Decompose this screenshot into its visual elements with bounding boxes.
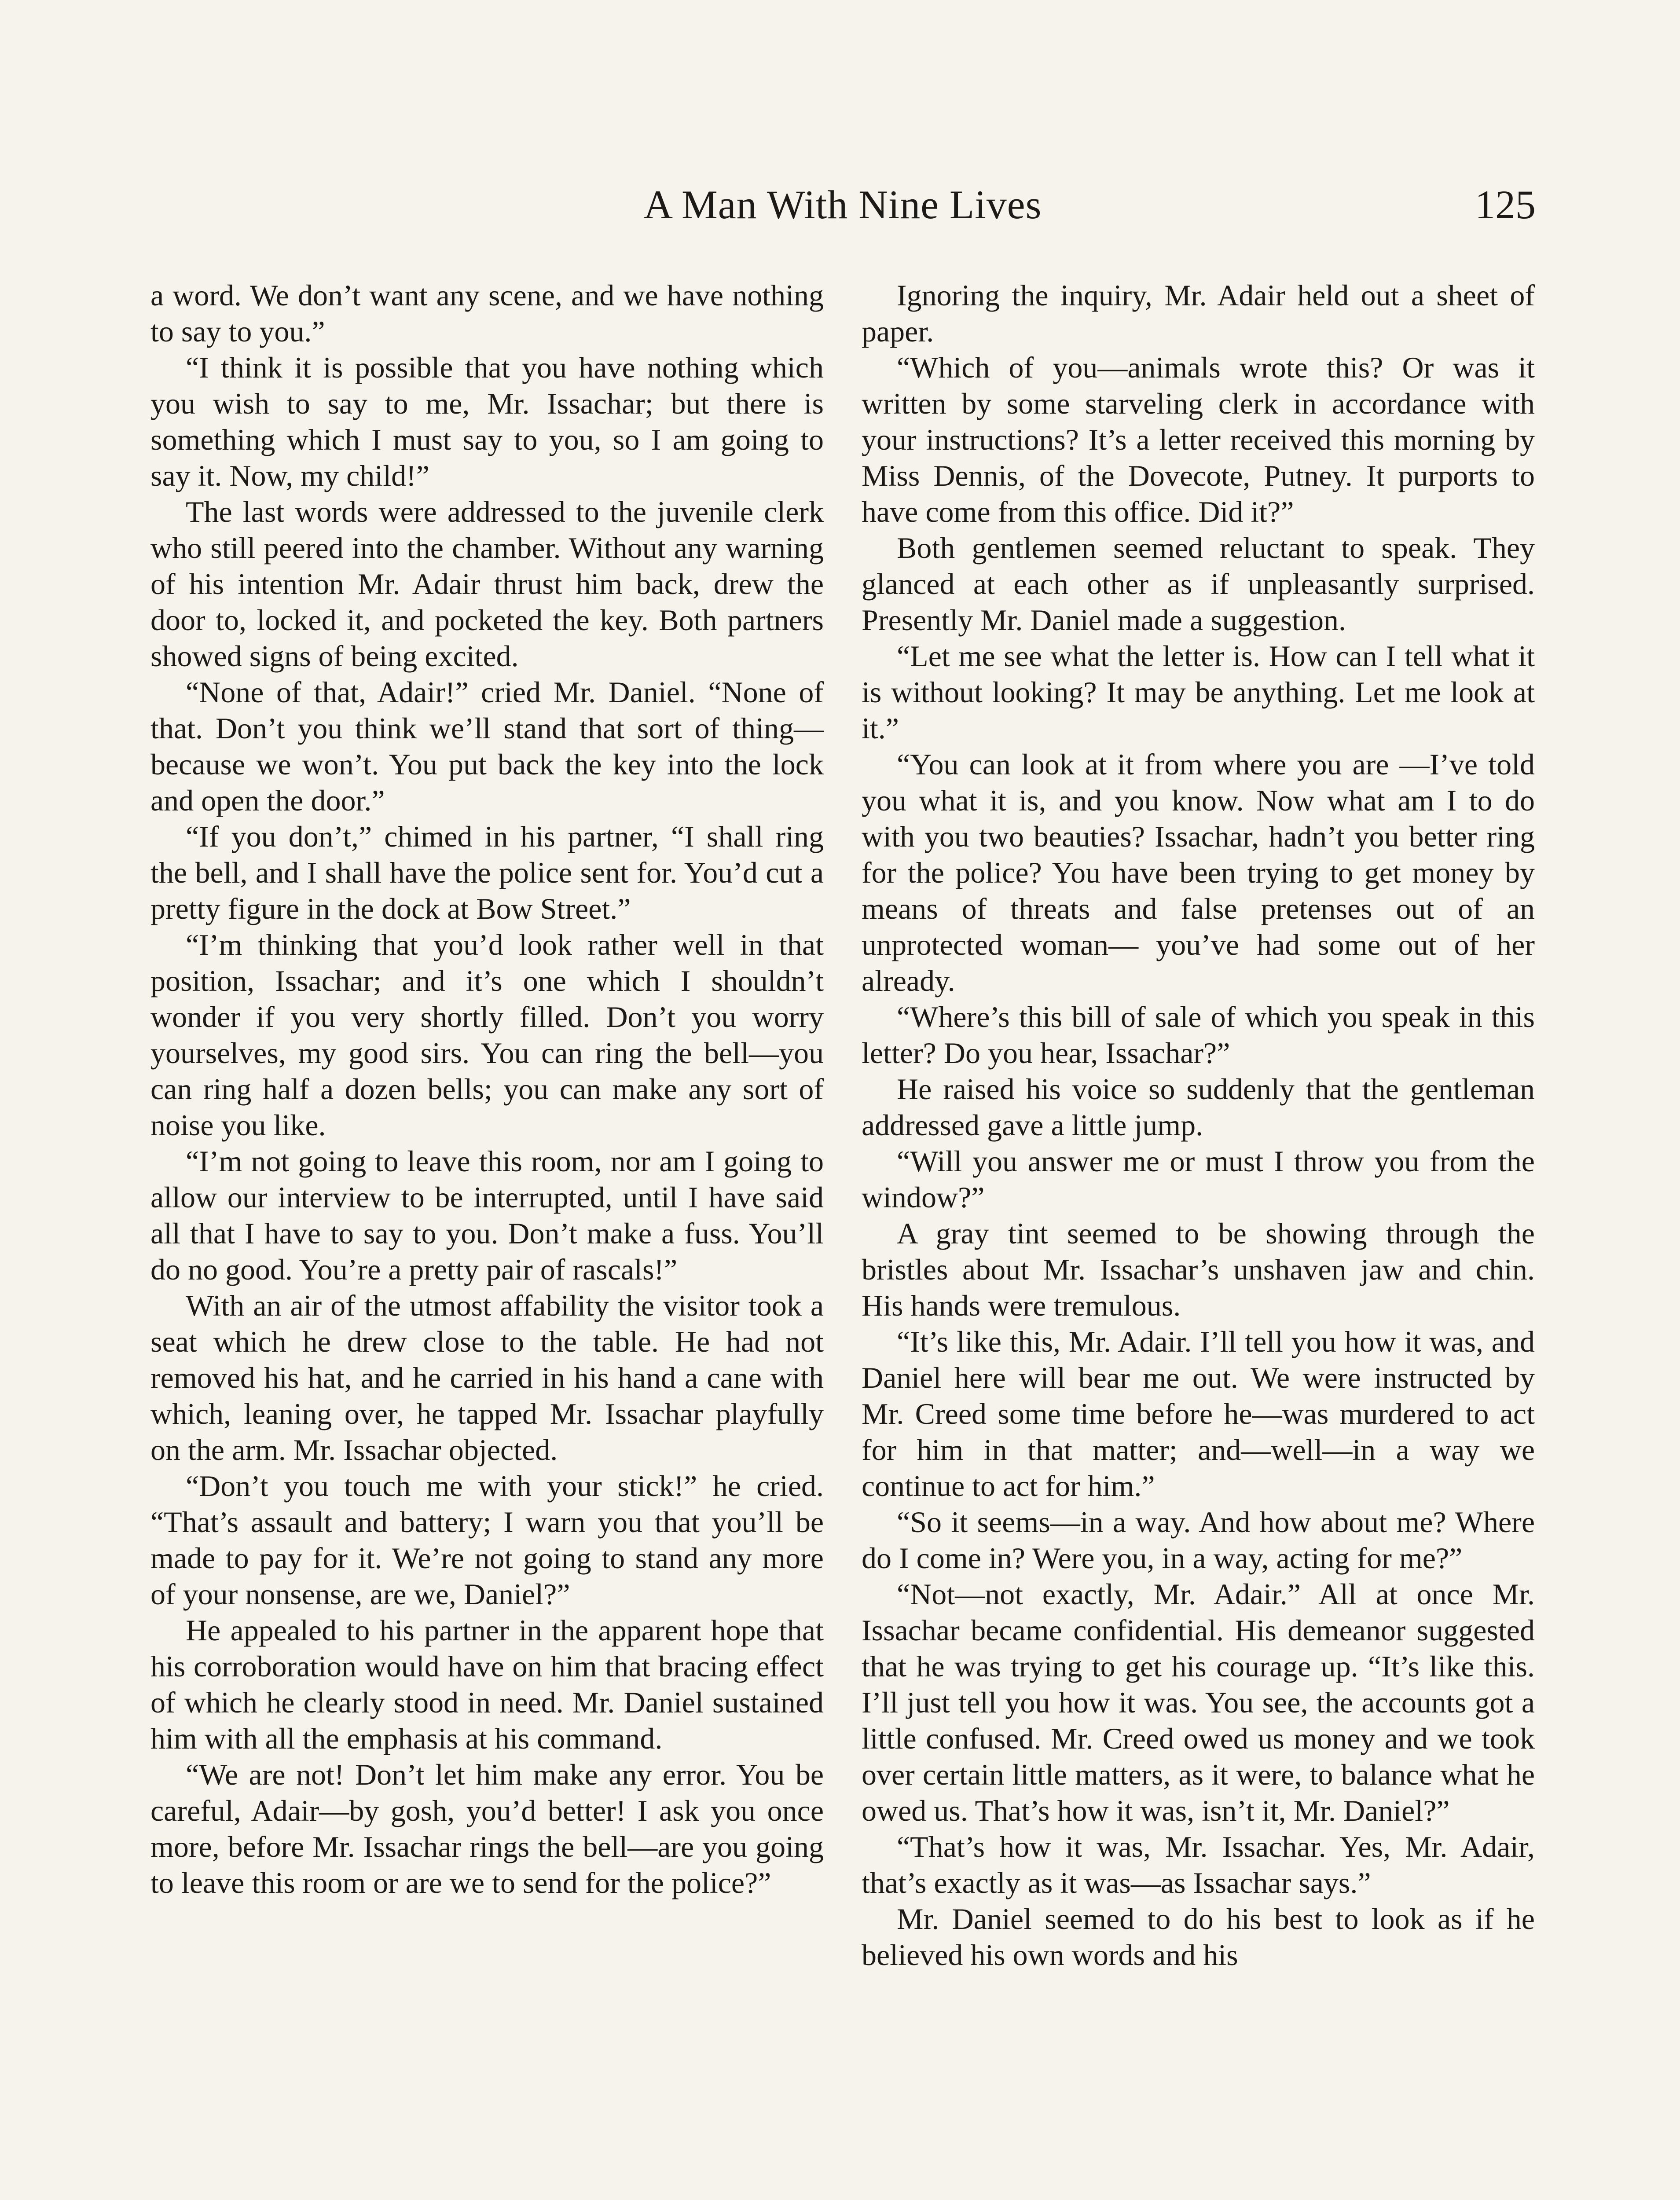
- paragraph: With an air of the utmost affability the visitor took a seat which he drew close to the table. He had not removed his hat, and he carried in his hand a cane with which, leaning over, he tapped Mr. Issachar playfully on the arm. Mr. Issachar objected.: [150, 1289, 824, 1467]
- paragraph: a word. We don’t want any scene, and we have nothing to say to you.”: [150, 279, 824, 348]
- paragraph: “We are not! Don’t let him make any error. You be careful, Adair—by gosh, you’d better! I ask you once more, before Mr. Issachar rings the bell—are you going to leave this room or are we to send for the police?”: [150, 1758, 824, 1899]
- paragraph: “I’m not going to leave this room, nor am I going to allow our interview to be interrupted, until I have said all that I have to say to you. Don’t make a fuss. You’ll do no good. You’re a pretty pair of rascals!”: [150, 1144, 824, 1286]
- paragraph: “Will you answer me or must I throw you from the window?”: [862, 1144, 1535, 1214]
- left-column: [150, 277, 824, 1901]
- paragraph: Ignoring the inquiry, Mr. Adair held out a sheet of paper.: [862, 279, 1535, 348]
- paragraph: Mr. Daniel seemed to do his best to look as if he believed his own words and his: [862, 1902, 1535, 1972]
- paragraph: “Not—not exactly, Mr. Adair.” All at once Mr. Issachar became confidential. His demeanor suggested that he was trying to get his courage up. “It’s like this. I’ll just tell you how it was. You see, the accounts got a little confused. Mr. Creed owed us money and we took over certain little matters, as it were, to balance what he owed us. That’s how it was, isn’t it, Mr. Daniel?”: [862, 1577, 1535, 1827]
- paragraph: “Don’t you touch me with your stick!” he cried. “That’s assault and battery; I warn you that you’ll be made to pay for it. We’re not going to stand any more of your nonsense, are we, Daniel?”: [150, 1469, 824, 1611]
- paragraph: “None of that, Adair!” cried Mr. Daniel. “None of that. Don’t you think we’ll stand that sort of thing—because we won’t. You put back the key into the lock and open the door.”: [150, 675, 824, 817]
- paragraph: “I’m thinking that you’d look rather well in that position, Issachar; and it’s one which I shouldn’t wonder if you very shortly filled. Don’t you worry yourselves, my good sirs. You can ring the bell—you can ring half a dozen bells; you can make any sort of noise you like.: [150, 928, 824, 1142]
- page-number: 125: [1475, 182, 1536, 227]
- running-title: A Man With Nine Lives: [643, 182, 1042, 227]
- paragraph: “I think it is possible that you have nothing which you wish to say to me, Mr. Issachar; but there is something which I must say to you, so I am going to say it. Now, my child!”: [150, 351, 824, 492]
- paragraph: “Let me see what the letter is. How can I tell what it is without looking? It may be anything. Let me look at it.”: [862, 639, 1535, 745]
- paragraph: “So it seems—in a way. And how about me? Where do I come in? Were you, in a way, acting for me?”: [862, 1505, 1535, 1575]
- paragraph: He raised his voice so suddenly that the gentleman addressed gave a little jump.: [862, 1072, 1535, 1142]
- paragraph: “It’s like this, Mr. Adair. I’ll tell you how it was, and Daniel here will bear me out. We were instructed by Mr. Creed some time before he—was murdered to act for him in that matter; and—well—in a way we continue to act for him.”: [862, 1325, 1535, 1503]
- paragraph: A gray tint seemed to be showing through the bristles about Mr. Issachar’s unshaven jaw and chin. His hands were tremulous.: [862, 1217, 1535, 1322]
- paragraph: “Which of you—animals wrote this? Or was it written by some starveling clerk in accordance with your instructions? It’s a letter received this morning by Miss Dennis, of the Dovecote, Putney. It purports to have come from this office. Did it?”: [862, 351, 1535, 528]
- paragraph: “You can look at it from where you are —I’ve told you what it is, and you know. Now what am I to do with you two beauties? Issachar, hadn’t you better ring for the police? You have been trying to get money by means of threats and false pretenses out of an unprotected woman— you’ve had some out of her already.: [862, 748, 1535, 997]
- paragraph: He appealed to his partner in the apparent hope that his corroboration would have on him that bracing effect of which he clearly stood in need. Mr. Daniel sustained him with all the emphasis at his command.: [150, 1613, 824, 1755]
- running-head: [150, 176, 1536, 233]
- paragraph: “If you don’t,” chimed in his partner, “I shall ring the bell, and I shall have the police sent for. You’d cut a pretty figure in the dock at Bow Street.”: [150, 820, 824, 925]
- right-column: [862, 277, 1535, 1973]
- paragraph: The last words were addressed to the juvenile clerk who still peered into the chamber. Without any warning of his intention Mr. Adair thrust him back, drew the door to, locked it, and pocketed the key. Both partners showed signs of being excited.: [150, 495, 824, 673]
- paragraph: Both gentlemen seemed reluctant to speak. They glanced at each other as if unpleasantly surprised. Presently Mr. Daniel made a suggestion.: [862, 531, 1535, 637]
- paragraph: “That’s how it was, Mr. Issachar. Yes, Mr. Adair, that’s exactly as it was—as Issachar says.”: [862, 1830, 1535, 1899]
- paragraph: “Where’s this bill of sale of which you speak in this letter? Do you hear, Issachar?”: [862, 1000, 1535, 1070]
